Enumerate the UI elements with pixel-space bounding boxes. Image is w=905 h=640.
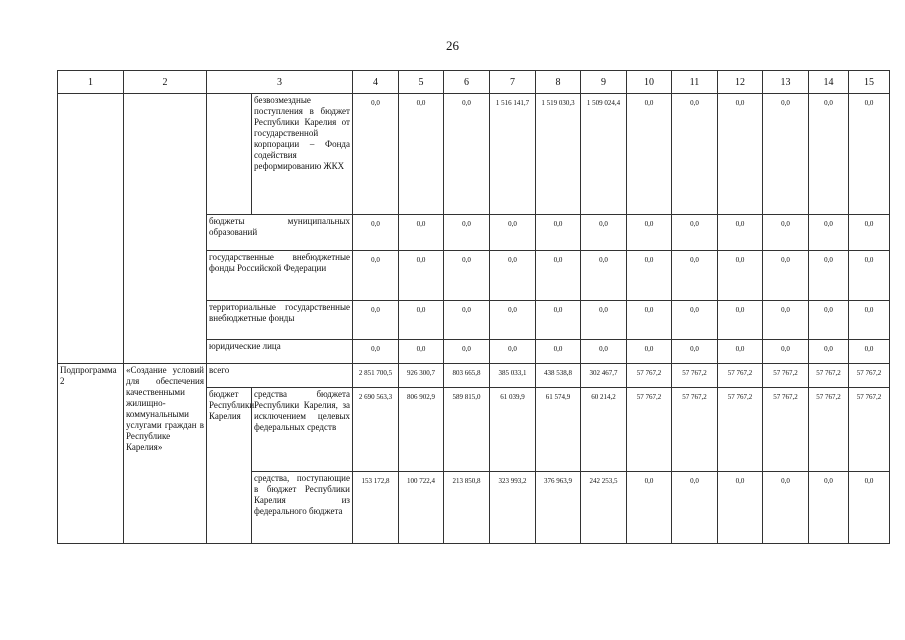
value-cell: 2 851 700,5 xyxy=(353,364,399,388)
value-cell: 57 767,2 xyxy=(718,364,763,388)
row-label: территориальные государственные внебюджетные фонды xyxy=(207,301,353,340)
value-cell: 803 665,8 xyxy=(444,364,490,388)
header-cell: 12 xyxy=(718,71,763,94)
header-cell: 1 xyxy=(58,71,124,94)
table-row xyxy=(58,94,890,215)
value-cell: 0,0 xyxy=(490,301,536,340)
value-cell: 589 815,0 xyxy=(444,388,490,472)
value-cell: 1 516 141,7 xyxy=(490,94,536,215)
value-cell: 0,0 xyxy=(809,301,849,340)
value-cell: 0,0 xyxy=(444,301,490,340)
header-row xyxy=(58,71,890,94)
header-cell: 9 xyxy=(581,71,627,94)
value-cell: 0,0 xyxy=(353,215,399,251)
value-cell: 0,0 xyxy=(444,340,490,364)
value-cell: 61 574,9 xyxy=(536,388,581,472)
empty-cell xyxy=(58,94,124,364)
value-cell: 1 519 030,3 xyxy=(536,94,581,215)
value-cell: 0,0 xyxy=(399,301,444,340)
value-cell: 57 767,2 xyxy=(627,388,672,472)
value-cell: 57 767,2 xyxy=(672,388,718,472)
value-cell: 0,0 xyxy=(490,340,536,364)
value-cell: 0,0 xyxy=(763,94,809,215)
value-cell: 0,0 xyxy=(444,215,490,251)
empty-cell xyxy=(124,94,207,364)
value-cell: 0,0 xyxy=(849,94,890,215)
value-cell: 0,0 xyxy=(672,215,718,251)
header-cell: 11 xyxy=(672,71,718,94)
value-cell: 376 963,9 xyxy=(536,472,581,544)
value-cell: 0,0 xyxy=(490,215,536,251)
value-cell: 0,0 xyxy=(581,215,627,251)
value-cell: 2 690 563,3 xyxy=(353,388,399,472)
value-cell: 0,0 xyxy=(581,251,627,301)
value-cell: 0,0 xyxy=(763,301,809,340)
value-cell: 57 767,2 xyxy=(809,388,849,472)
value-cell: 0,0 xyxy=(627,340,672,364)
header-cell: 7 xyxy=(490,71,536,94)
value-cell: 0,0 xyxy=(353,251,399,301)
empty-cell xyxy=(207,94,252,215)
budget-table xyxy=(57,70,890,544)
header-cell: 4 xyxy=(353,71,399,94)
row-label: средства, поступающие в бюджет Республики Карелия из федерального бюджета xyxy=(252,472,353,544)
value-cell: 242 253,5 xyxy=(581,472,627,544)
value-cell: 0,0 xyxy=(849,215,890,251)
header-cell: 15 xyxy=(849,71,890,94)
value-cell: 57 767,2 xyxy=(763,388,809,472)
row-label: средства бюджета Республики Карелия, за исключением целевых федеральных средств xyxy=(252,388,353,472)
value-cell: 0,0 xyxy=(849,301,890,340)
value-cell: 0,0 xyxy=(718,472,763,544)
header-cell: 8 xyxy=(536,71,581,94)
value-cell: 0,0 xyxy=(536,301,581,340)
value-cell: 57 767,2 xyxy=(718,388,763,472)
value-cell: 57 767,2 xyxy=(763,364,809,388)
row-label: безвозмездные поступления в бюджет Республики Карелия от государственной корпорации – Фонда содействия реформированию ЖКХ xyxy=(252,94,353,215)
value-cell: 0,0 xyxy=(627,251,672,301)
value-cell: 1 509 024,4 xyxy=(581,94,627,215)
value-cell: 0,0 xyxy=(536,215,581,251)
value-cell: 0,0 xyxy=(444,94,490,215)
value-cell: 0,0 xyxy=(399,251,444,301)
value-cell: 0,0 xyxy=(809,340,849,364)
row-label: всего xyxy=(207,364,353,388)
value-cell: 0,0 xyxy=(536,340,581,364)
value-cell: 0,0 xyxy=(849,472,890,544)
value-cell: 0,0 xyxy=(581,301,627,340)
header-cell: 13 xyxy=(763,71,809,94)
value-cell: 0,0 xyxy=(353,301,399,340)
subprogram-title: «Создание условий для обеспечения качественными жилищно-коммунальными услугами граждан в Республике Карелия» xyxy=(124,364,207,544)
value-cell: 0,0 xyxy=(763,251,809,301)
subprogram-number: Подпрограмма 2 xyxy=(58,364,124,544)
value-cell: 0,0 xyxy=(718,94,763,215)
value-cell: 0,0 xyxy=(849,340,890,364)
value-cell: 0,0 xyxy=(444,251,490,301)
value-cell: 0,0 xyxy=(353,340,399,364)
value-cell: 0,0 xyxy=(399,215,444,251)
value-cell: 100 722,4 xyxy=(399,472,444,544)
header-cell: 10 xyxy=(627,71,672,94)
value-cell: 57 767,2 xyxy=(672,364,718,388)
value-cell: 806 902,9 xyxy=(399,388,444,472)
value-cell: 926 300,7 xyxy=(399,364,444,388)
value-cell: 0,0 xyxy=(763,215,809,251)
row-label: юридические лица xyxy=(207,340,353,364)
value-cell: 0,0 xyxy=(627,215,672,251)
value-cell: 0,0 xyxy=(849,251,890,301)
value-cell: 213 850,8 xyxy=(444,472,490,544)
value-cell: 0,0 xyxy=(672,340,718,364)
value-cell: 385 033,1 xyxy=(490,364,536,388)
value-cell: 0,0 xyxy=(763,340,809,364)
value-cell: 0,0 xyxy=(809,94,849,215)
value-cell: 0,0 xyxy=(399,340,444,364)
header-cell: 6 xyxy=(444,71,490,94)
value-cell: 0,0 xyxy=(672,251,718,301)
table-row xyxy=(58,364,890,388)
value-cell: 323 993,2 xyxy=(490,472,536,544)
value-cell: 0,0 xyxy=(627,472,672,544)
value-cell: 0,0 xyxy=(718,251,763,301)
header-cell: 3 xyxy=(207,71,353,94)
value-cell: 57 767,2 xyxy=(849,364,890,388)
value-cell: 0,0 xyxy=(581,340,627,364)
value-cell: 57 767,2 xyxy=(849,388,890,472)
header-cell: 14 xyxy=(809,71,849,94)
row-label: бюджеты муниципальных образований xyxy=(207,215,353,251)
value-cell: 438 538,8 xyxy=(536,364,581,388)
budget-group-label: бюджет Республики Карелия xyxy=(207,388,252,544)
row-label: государственные внебюджетные фонды Российской Федерации xyxy=(207,251,353,301)
value-cell: 0,0 xyxy=(490,251,536,301)
value-cell: 0,0 xyxy=(809,472,849,544)
value-cell: 57 767,2 xyxy=(627,364,672,388)
value-cell: 0,0 xyxy=(399,94,444,215)
value-cell: 57 767,2 xyxy=(809,364,849,388)
value-cell: 0,0 xyxy=(672,301,718,340)
value-cell: 0,0 xyxy=(809,251,849,301)
value-cell: 60 214,2 xyxy=(581,388,627,472)
value-cell: 302 467,7 xyxy=(581,364,627,388)
header-cell: 5 xyxy=(399,71,444,94)
value-cell: 153 172,8 xyxy=(353,472,399,544)
header-cell: 2 xyxy=(124,71,207,94)
value-cell: 0,0 xyxy=(672,472,718,544)
value-cell: 0,0 xyxy=(672,94,718,215)
page-number: 26 xyxy=(446,38,459,53)
value-cell: 0,0 xyxy=(809,215,849,251)
value-cell: 0,0 xyxy=(718,215,763,251)
value-cell: 0,0 xyxy=(718,340,763,364)
value-cell: 0,0 xyxy=(763,472,809,544)
value-cell: 0,0 xyxy=(627,94,672,215)
value-cell: 61 039,9 xyxy=(490,388,536,472)
value-cell: 0,0 xyxy=(353,94,399,215)
value-cell: 0,0 xyxy=(627,301,672,340)
value-cell: 0,0 xyxy=(536,251,581,301)
value-cell: 0,0 xyxy=(718,301,763,340)
